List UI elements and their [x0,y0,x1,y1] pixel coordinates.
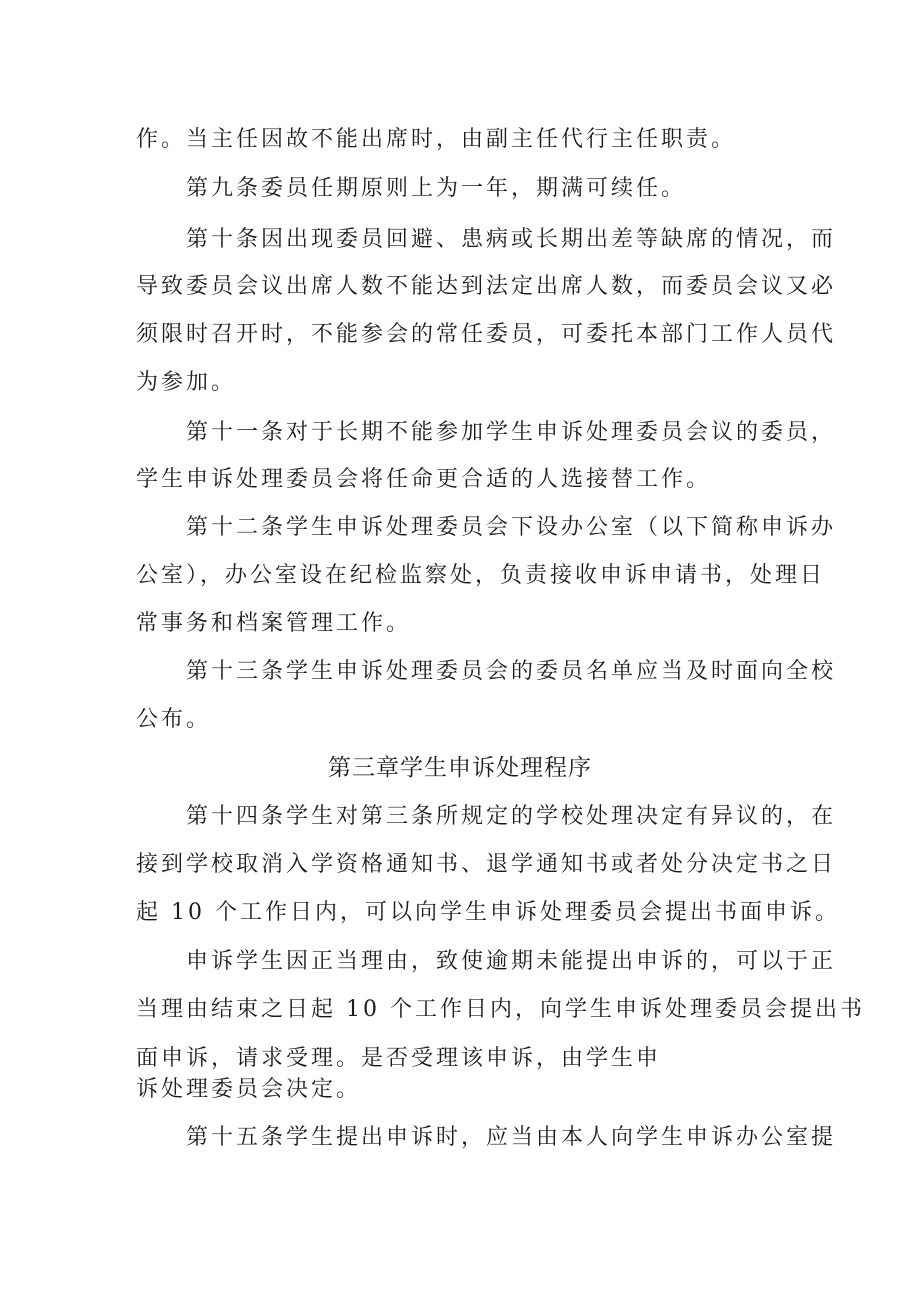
text-line: 导致委员会议出席人数不能达到法定出席人数，而委员会议又必 [136,274,837,299]
text-line: 第十三条学生申诉处理委员会的委员名单应当及时面向全校 [186,659,837,684]
text-line: 学生申诉处理委员会将任命更合适的人选接替工作。 [136,467,712,492]
text-line: 第十四条学生对第三条所规定的学校处理决定有异议的，在 [186,804,837,829]
text-line: 起 10 个工作日内，可以向学生申诉处理委员会提出书面申诉。 [136,900,840,925]
text-line: 接到学校取消入学资格通知书、退学通知书或者处分决定书之日 [136,852,837,877]
text-line: 须限时召开时，不能参会的常任委员，可委托本部门工作人员代 [136,322,837,347]
text-line: 常事务和档案管理工作。 [136,611,412,636]
text-line: 面申诉，请求受理。是否受理该申诉，由学生申 [136,1046,662,1071]
text-line: 为参加。 [136,370,237,395]
text-line: 公布。 [136,707,212,732]
text-line: 当理由结束之日起 10 个工作日内，向学生申诉处理委员会提出书 [136,997,865,1022]
text-line: 第十五条学生提出申诉时，应当由本人向学生申诉办公室提 [186,1125,837,1150]
text-line: 作。当主任因故不能出席时，由副主任代行主任职责。 [136,127,737,152]
text-line: 第九条委员任期原则上为一年，期满可续任。 [186,176,687,201]
chapter-heading: 第三章学生申诉处理程序 [328,755,592,781]
text-line: 公室），办公室设在纪检监察处，负责接收申诉申请书，处理日 [136,563,826,588]
text-line: 申诉学生因正当理由，致使逾期未能提出申诉的，可以于正 [186,949,837,974]
text-line: 第十条因出现委员回避、患病或长期出差等缺席的情况，而 [186,227,837,252]
text-line: 诉处理委员会决定。 [136,1077,362,1102]
text-line: 第十二条学生申诉处理委员会下设办公室（以下简称申诉办 [186,515,837,540]
text-line: 第十一条对于长期不能参加学生申诉处理委员会议的委员， [186,420,837,445]
